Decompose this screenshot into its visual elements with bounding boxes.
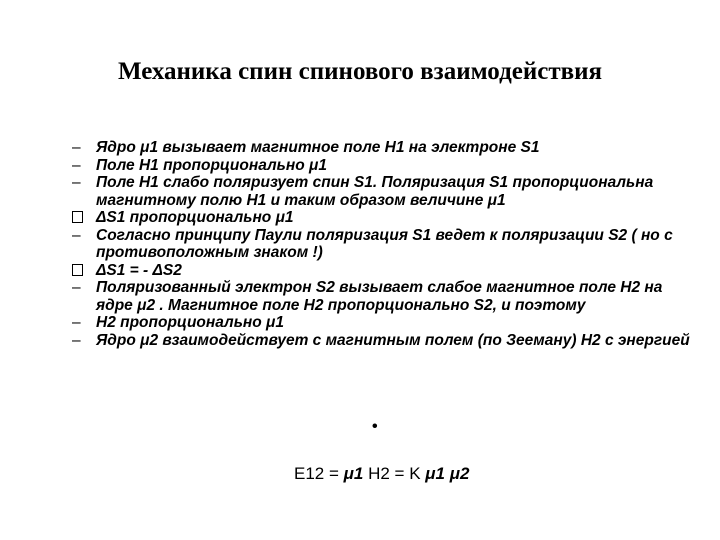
bullet-dot: • (372, 418, 378, 435)
item-text: Согласно принципу Паули поляризация S1 ведет к поляризации S2 ( но с противоположным знаком !) (96, 226, 673, 261)
item-text: ΔS1 = - ΔS2 (96, 261, 182, 279)
list-item (72, 227, 702, 262)
dash-marker: – (72, 331, 81, 349)
dash-marker: – (72, 279, 81, 296)
list-item (72, 209, 702, 227)
item-text: Поле H1 пропорционально μ1 (96, 156, 327, 174)
list-item (72, 279, 702, 314)
energy-formula (294, 464, 469, 484)
bullet-list (72, 139, 702, 349)
formula-mu1-second: μ1 (425, 464, 445, 483)
dash-marker: – (72, 174, 81, 191)
formula-mu2: μ2 (449, 464, 470, 483)
box-bullet-icon (72, 209, 92, 228)
formula-h2: H2 = K (368, 464, 421, 483)
item-text: Ядро μ1 вызывает магнитное поле H1 на электроне S1 (96, 139, 540, 156)
list-item (72, 332, 702, 350)
list-item (72, 262, 702, 280)
dash-marker: – (72, 314, 81, 331)
list-item (72, 139, 702, 157)
formula-energy: E12 = (294, 464, 339, 483)
list-item (72, 157, 702, 175)
dash-marker: – (72, 156, 81, 174)
list-item (72, 174, 702, 209)
dash-marker: – (72, 226, 81, 244)
list-item (72, 314, 702, 332)
item-text: Ядро μ2 взаимодействует с магнитным полем (по Зееману) H2 с энергией (96, 331, 690, 349)
formula-mu1: μ1 (343, 464, 364, 483)
item-text: Поле H1 слабо поляризует спин S1. Поляризация S1 пропорциональна магнитному полю H1 и таким образом величине μ1 (96, 174, 654, 209)
box-bullet-icon (72, 262, 92, 281)
slide-title: Механика спин спинового взаимодействия (117, 58, 603, 85)
dash-marker: – (72, 139, 81, 156)
item-text: H2 пропорционально μ1 (96, 314, 284, 331)
item-text: ΔS1 пропорционально μ1 (96, 209, 294, 226)
item-text: Поляризованный электрон S2 вызывает слабое магнитное поле H2 на ядре μ2 . Магнитное поле H2 пропорционально S2, и поэтому (96, 279, 663, 314)
